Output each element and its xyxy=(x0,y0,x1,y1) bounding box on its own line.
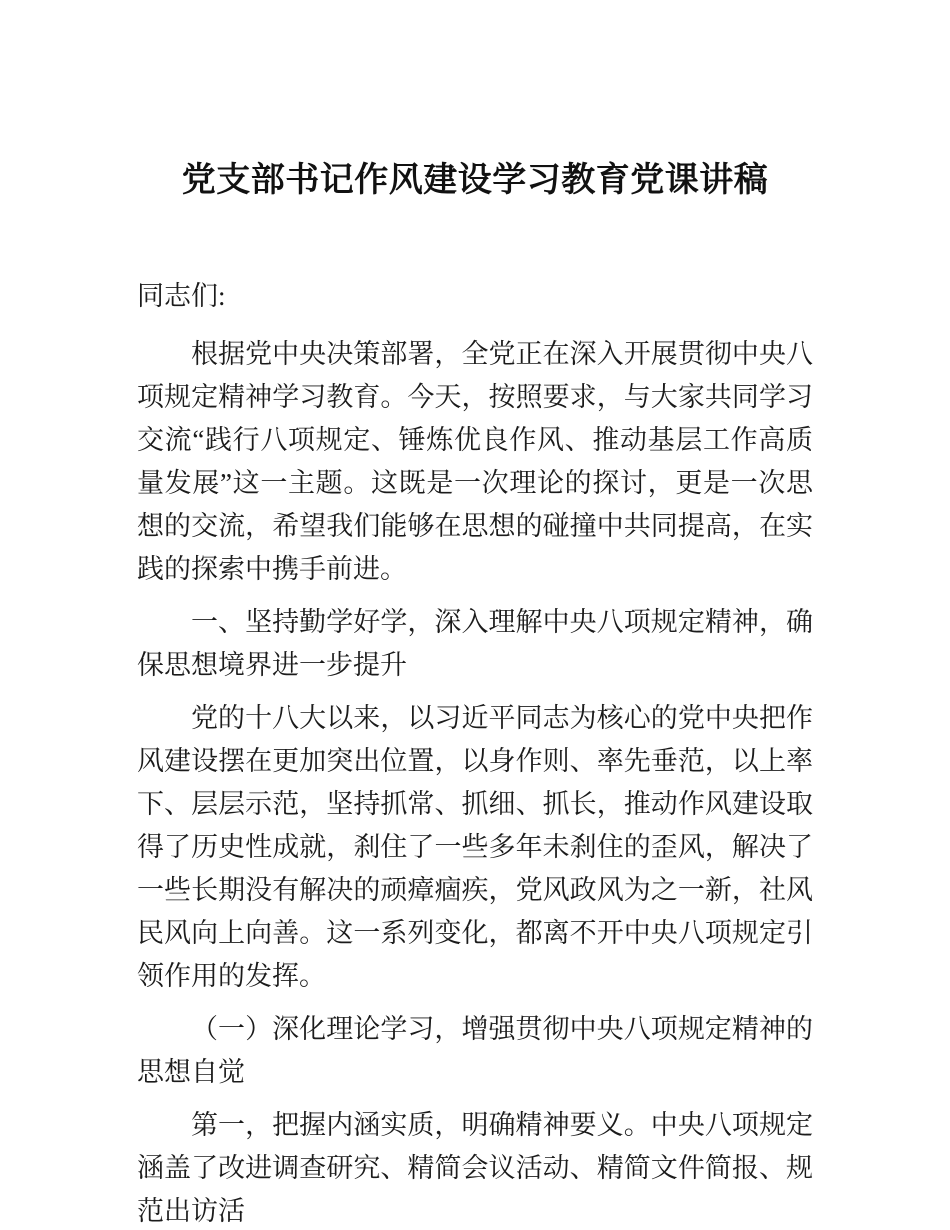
paragraph-subsection-body-truncated: 第一，把握内涵实质，明确精神要义。中央八项规定涵盖了改进调查研究、精简会议活动、精简文件简报、规范出访活 xyxy=(137,1110,813,1226)
document-title: 党支部书记作风建设学习教育党课讲稿 xyxy=(181,161,769,199)
section-heading-1: 一、坚持勤学好学，深入理解中央八项规定精神，确保思想境界进一步提升 xyxy=(137,607,813,680)
paragraph-section1-body: 党的十八大以来，以习近平同志为核心的党中央把作风建设摆在更加突出位置，以身作则、率先垂范，以上率下、层层示范，坚持抓常、抓细、抓长，推动作风建设取得了历史性成就，刹住了一些多年未刹住的歪风，解决了一些长期没有解决的顽瘴痼疾，党风政风为之一新，社风民风向上向善。这一系列变化，都离不开中央八项规定引领作用的发挥。 xyxy=(137,703,813,991)
salutation: 同志们: xyxy=(137,281,226,311)
document-body xyxy=(137,275,813,1230)
subsection-heading-1-1: （一）深化理论学习，增强贯彻中央八项规定精神的思想自觉 xyxy=(137,1014,813,1087)
paragraph-intro: 根据党中央决策部署，全党正在深入开展贯彻中央八项规定精神学习教育。今天，按照要求，与大家共同学习交流“践行八项规定、锤炼优良作风、推动基层工作高质量发展”这一主题。这既是一次理论的探讨，更是一次思想的交流，希望我们能够在思想的碰撞中共同提高，在实践的探索中携手前进。 xyxy=(137,339,813,584)
